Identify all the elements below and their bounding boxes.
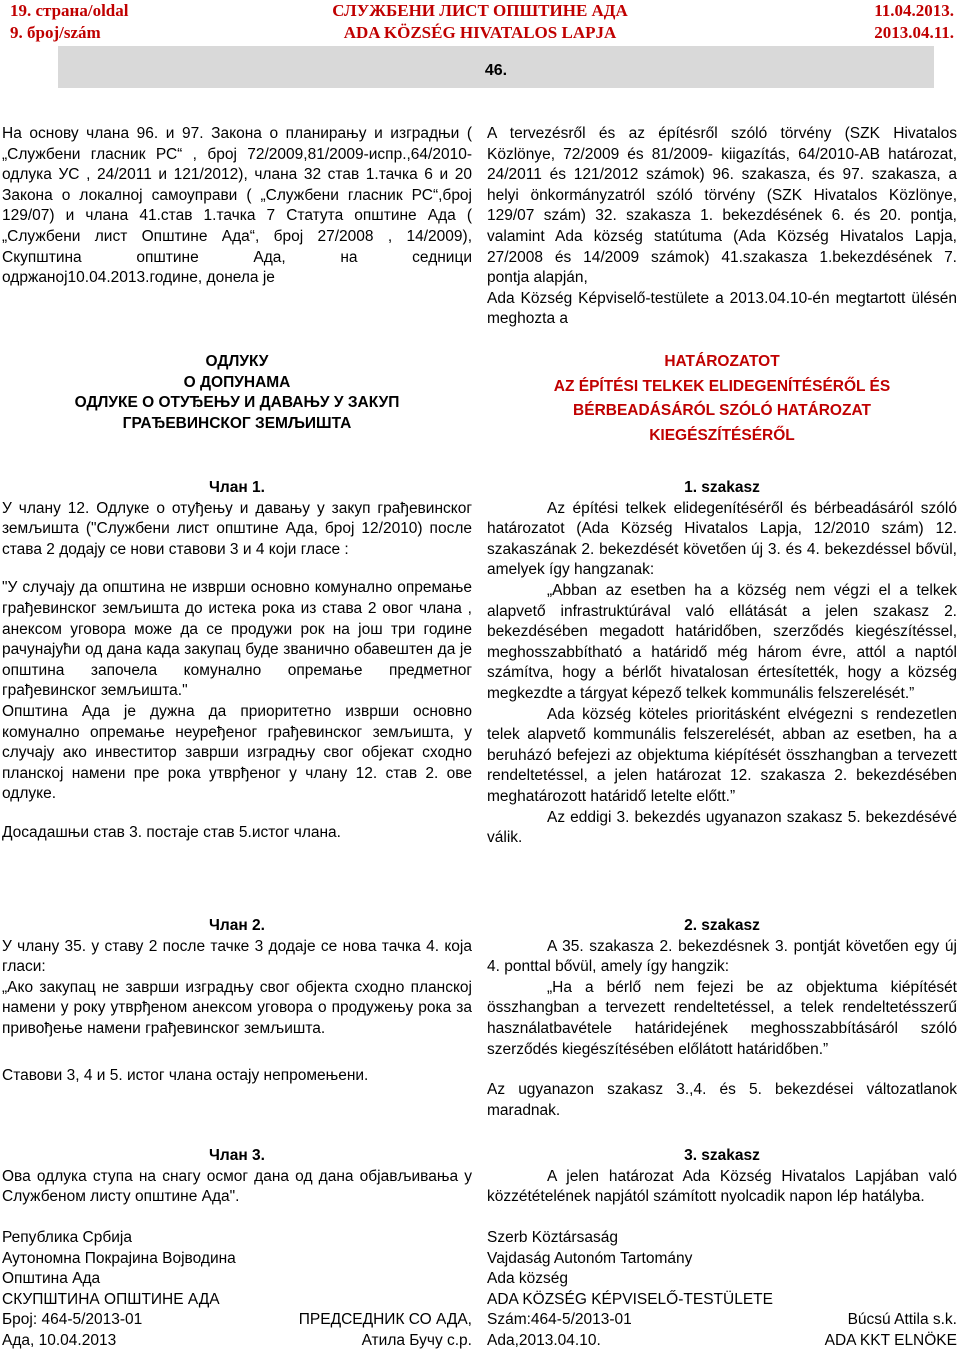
sr-art2-p3: Ставови 3, 4 и 5. истог члана остају непромењени. (2, 1066, 369, 1084)
hu-preamble: A tervezésről és az építésről szóló törvény (SZK Hivatalos Közlönye, 72/2009 és 81/2009- kiigazítás, 64/2010-AB határozat, 24/2011 és 121/2012 számok) 96. szakasza, és 97. szakasza, a helyi önkormányzatról szóló törvény (SZK Hivatalos Közlönye, 129/07 szám) 32. szakasza 1. bekezdésének 6. és 20. pontja, valamint Ada község statútuma (Ada Község Hivatalos Lapja, 27/2008 és 14/2009 számok) 41.szakasza 1.bekezdésének 7. pontja alapján, (487, 125, 957, 287)
sr-sig-row-5 (2, 1310, 472, 1331)
sr-title-4: ГРАЂЕВИНСКОГ ЗЕМЉИШТА (122, 414, 352, 432)
sr-art2-p1: У члану 35. у ставу 2 после тачке 3 додаје се нова тачка 4. која гласи: (2, 937, 472, 976)
item-number: 46. (484, 62, 508, 79)
sr-art1-p3: Општина Ада је дужна да приоритетно изврши основно комунално опремање неуређеног грађевинског земљишта, у случају ако инвеститор заврши изградњу свог објекат сходно планској намени пре рока утврђеног у члану 12. став 2. ове одлуке. (2, 702, 472, 803)
sr-art1-title: Члан 1. (209, 479, 265, 496)
sr-place-date: Ада, 10.04.2013 (2, 1331, 117, 1349)
hu-art3-p1: A jelen határozat Ada Község Hivatalos Lapjában való közzétételének napjától számított nyolcadik napon lép hatályba. (487, 1167, 957, 1206)
hu-president-name: Búcsú Attila s.k. (847, 1311, 957, 1329)
sr-art1-p1: У члану 12. Одлуке о отуђењу и давању у закуп грађевинског земљишта ("Службени лист општине Ада, број 12/2010) после става 2 додају се нови ставови 3 и 4 који гласе : (2, 499, 472, 558)
hu-preamble-block (487, 124, 957, 330)
sr-art3-p1: Ова одлука ступа на снагу осмог дана од дана објављивања у Службеном листу општине Ада". (2, 1167, 472, 1206)
hu-title-3: BÉRBEADÁSÁRÓL SZÓLÓ HATÁROZAT (573, 402, 871, 420)
sr-title-block (2, 352, 472, 434)
issue-number: 9. број/szám (10, 23, 101, 42)
sr-sig-3: Општина Ада (2, 1270, 101, 1288)
hu-number: Szám:464-5/2013-01 (487, 1311, 632, 1329)
sr-sig-4: СКУПШТИНА ОПШТИНЕ АДА (2, 1290, 220, 1308)
hu-preamble-2: Ada Község Képviselő-testülete a 2013.04.10-én megtartott ülésén meghozta a (487, 289, 957, 328)
hu-title-2: AZ ÉPÍTÉSI TELKEK ELIDEGENÍTÉSÉRŐL ÉS (553, 377, 891, 395)
sr-title-2: О ДОПУНАМА (183, 373, 291, 391)
sr-art2-p2: „Ако закупац не заврши изградњу свог објекта сходно планској намени у року утврђеном анексом уговора о продужењу рока за привођење намени грађевинског земљишта. (2, 978, 472, 1037)
sr-president-name: Атила Бучу с.р. (361, 1331, 472, 1349)
hu-president-title: ADA KKT ELNÖKE (824, 1331, 957, 1349)
page-number: 19. страна/oldal (10, 1, 129, 20)
sr-sig-2: Аутономна Покрајина Војводина (2, 1249, 236, 1267)
hu-art1-p1: Az építési telkek elidegenítéséről és bérbeadásáról szóló határozatot (Ada Község Hivatalos Lapja, 12/2010 szám) 12. szakaszának 2. bekezdését követően új 3. és 4. bekezdéssel bővül, amelyek így hangzanak: (487, 499, 957, 579)
hu-art1-p2: „Abban az esetben ha a község nem végzi el a telkek alapvető infrastruktúrával való ellátását a jelen szakasz 2. bekezdésében megadott határidőben, szerződés kiegészítéssel, meghosszabbítható a határidő még három évre, attól a naptól számítva, hogy a bérlőt hivatalosan értesítették, hogy a község megkezdte a tárgyat képező telkek kommunális felszerelését.” (487, 581, 957, 702)
hu-sig-row-6 (487, 1331, 957, 1352)
sr-sig-1: Република Србија (2, 1229, 132, 1246)
hu-art2-title: 2. szakasz (684, 917, 760, 934)
hu-signature (487, 1228, 957, 1352)
hu-sig-4: ADA KÖZSÉG KÉPVISELŐ-TESTÜLETE (487, 1290, 773, 1308)
hu-art1-p4: Az eddigi 3. bekezdés ugyanazon szakasz 5. bekezdésévé válik. (487, 808, 957, 847)
sr-article-3 (2, 1146, 472, 1208)
sr-art2-title: Члан 2. (209, 917, 265, 934)
hu-sig-row-5 (487, 1310, 957, 1331)
sr-sig-row-6 (2, 1331, 472, 1352)
hu-place-date: Ada,2013.04.10. (487, 1331, 601, 1349)
sr-art1-p4: Досадашњи став 3. постаје став 5.истог члана. (2, 823, 341, 841)
sr-title-3: ОДЛУКЕ О ОТУЂЕЊУ И ДАВАЊУ У ЗАКУП (74, 394, 400, 412)
hu-sig-1: Szerb Köztársaság (487, 1229, 618, 1246)
item-number-band (58, 46, 934, 88)
sr-article-2 (2, 916, 472, 1086)
sr-preamble: На основу члана 96. и 97. Закона о планирању и изградњи ( „Службени гласник РС“ , број 72/2009,81/2009-испр.,64/2010-одлука УС , 24/2011 и 121/2012), члана 32 став 1.тачка 6 и 20 Закона о локалној самоуправи ( „Службени гласник РС“,број 129/07) и члана 41.став 1.тачка 7 Статута општине Ада ( „Службени лист Општине Ада“, број 27/2008 , 14/2009), Скупштина општине Ада, на седници одржаној10.04.2013.године, донела је (2, 125, 472, 287)
sr-signature (2, 1228, 472, 1352)
hu-art1-title: 1. szakasz (684, 479, 760, 496)
hu-article-1 (487, 478, 957, 849)
sr-president-title: ПРЕДСЕДНИК СО АДА, (298, 1311, 472, 1329)
hu-title-block (487, 352, 957, 446)
hu-sig-2: Vajdaság Autonóm Tartomány (487, 1249, 693, 1267)
hu-sig-3: Ada község (487, 1270, 568, 1288)
sr-article-1 (2, 478, 472, 844)
hu-art2-p3: Az ugyanazon szakasz 3.,4. és 5. bekezdései változatlanok maradnak. (487, 1081, 957, 1119)
journal-title-sr: СЛУЖБЕНИ ЛИСТ ОПШТИНЕ АДА (332, 1, 628, 20)
page-header (0, 0, 960, 44)
hu-title-4: KIEGÉSZÍTÉSÉRŐL (649, 426, 795, 444)
sr-art3-title: Члан 3. (209, 1147, 265, 1164)
hu-art2-p1: A 35. szakasza 2. bekezdésnek 3. pontját követően egy új 4. ponttal bővül, amely így hangzik: (487, 937, 957, 976)
date-hu: 2013.04.11. (874, 23, 954, 42)
sr-title-1: ОДЛУКУ (205, 353, 269, 370)
journal-title-hu: ADA KÖZSÉG HIVATALOS LAPJA (343, 23, 617, 42)
hu-article-2 (487, 916, 957, 1121)
hu-art1-p3: Ada község köteles prioritásként elvégezni s rendezetlen telek alapvető kommunális felszerelését, abban az esetben, ha a beruházó befejezi az objektuma kiépítését összhangban a tervezett rendeltetéssel, a jelen határozat 12. szakasza 2. bekezdésében meghatározott határidő letelte előtt.” (487, 705, 957, 805)
sr-preamble-block (2, 124, 472, 289)
hu-title-1: HATÁROZATOT (664, 353, 780, 370)
sr-art1-p2: "У случају да општина не изврши основно комунално опремање грађевинског земљишта до истека рока из става 2 овог члана , анексом уговора може да се продужи рок на још три године рачунајући од дана када закупац буде званично обавештен да је општина започела комунално опремање предметног грађевинског земљишта." (2, 579, 472, 700)
sr-number: Број: 464-5/2013-01 (2, 1311, 143, 1329)
hu-article-3 (487, 1146, 957, 1208)
date-sr: 11.04.2013. (874, 1, 954, 20)
hu-art3-title: 3. szakasz (684, 1147, 760, 1164)
hu-art2-p2: „Ha a bérlő nem fejezi be az objektuma kiépítését összhangban a tervezett rendeltetéssel, a telek rendeltetésszerű használatbavétele határidejének meghosszabbításáról szóló szerződés kiegészítésében előlátott határidőben.” (487, 978, 957, 1058)
